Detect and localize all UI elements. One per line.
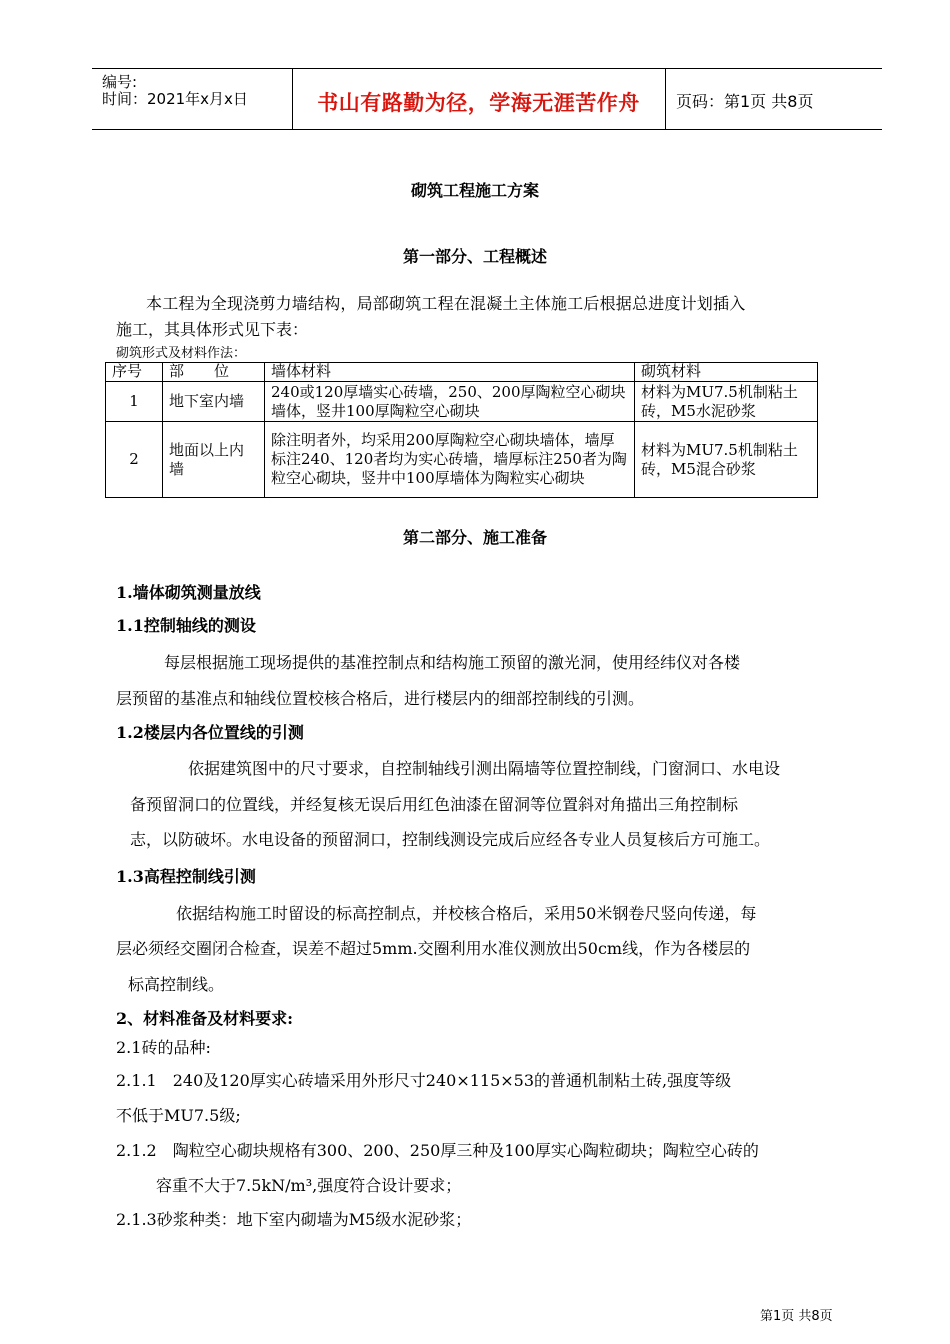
row1-part: 地下室内墙 (163, 382, 265, 422)
row1-material: 材料为MU7.5机制粘土砖，M5水泥砂浆 (635, 382, 818, 422)
section-1-2-line-2: 备预留洞口的位置线，并经复核无误后用红色油漆在留洞等位置斜对角描出三角控制标 (130, 795, 739, 814)
section-2-1-2-line-1: 2.1.2 陶粒空心砌块规格有300、200、250厚三种及100厚实心陶粒砌块；陶粒空心砖的 (116, 1141, 759, 1160)
section-1-2-heading: 1.2楼层内各位置线的引测 (116, 723, 304, 742)
page-header (92, 68, 882, 130)
header-right-cell (666, 69, 882, 129)
motto: 书山有路勤为径，学海无涯苦作舟 (317, 91, 640, 115)
header-cell-no: 序号 (106, 363, 163, 382)
section-2-1-1-line-2: 不低于MU7.5级; (116, 1106, 241, 1125)
row1-wall: 240或120厚墙实心砖墙，250、200厚陶粒空心砌块墙体，竖井100厚陶粒空心砌块 (265, 382, 635, 422)
table-header-row (106, 363, 818, 382)
section-1-2-line-1: 依据建筑图中的尺寸要求，自控制轴线引测出隔墙等位置控制线，门窗洞口、水电设 (188, 759, 781, 778)
section-1-1-line-1: 每层根据施工现场提供的基准控制点和结构施工预留的激光洞，使用经纬仪对各楼 (164, 653, 741, 672)
section-1-3-line-3: 标高控制线。 (128, 975, 225, 994)
intro-line-1: 本工程为全现浇剪力墙结构，局部砌筑工程在混凝土主体施工后根据总进度计划插入 (146, 294, 746, 313)
section-1-2-line-3: 志，以防破坏。水电设备的预留洞口，控制线测设完成后应经各专业人员复核后方可施工。 (130, 830, 771, 849)
section-1-1-heading: 1.1控制轴线的测设 (116, 616, 256, 635)
row2-part: 地面以上内墙 (163, 422, 265, 498)
section-2-1-3-line: 2.1.3砂浆种类：地下室内砌墙为M5级水泥砂浆； (116, 1210, 472, 1229)
table-row (106, 382, 818, 422)
intro-line-2: 施工，其具体形式见下表： (116, 320, 309, 339)
part2-heading: 第二部分、施工准备 (402, 528, 547, 547)
section-1-3-line-1: 依据结构施工时留设的标高控制点，并校核合格后，采用50米钢卷尺竖向传递，每 (176, 904, 757, 923)
row2-no: 2 (106, 422, 163, 498)
section-2-1-2-line-2: 容重不大于7.5kN/m³,强度符合设计要求； (156, 1176, 462, 1195)
time-label: 时间：2021年x月x日 (102, 90, 248, 108)
page-footer: 第1页 共8页 (760, 1309, 833, 1324)
code-label: 编号: (102, 73, 138, 91)
row1-no: 1 (106, 382, 163, 422)
row2-wall: 除注明者外，均采用200厚陶粒空心砌块墙体，墙厚标注240、120者均为实心砖墙，墙厚标注250者为陶粒空心砌块，竖井中100厚墙体为陶粒实心砌块 (265, 422, 635, 498)
section-1-1-line-2: 层预留的基准点和轴线位置校核合格后，进行楼层内的细部控制线的引测。 (116, 689, 645, 708)
section-1-3-line-2: 层必须经交圈闭合检查，误差不超过5mm.交圈利用水准仪测放出50cm线，作为各楼层的 (116, 939, 751, 958)
materials-table (105, 362, 818, 498)
row2-material: 材料为MU7.5机制粘土砖，M5混合砂浆 (635, 422, 818, 498)
table-caption: 砌筑形式及材料作法： (116, 346, 247, 361)
section-2-heading: 2、材料准备及材料要求: (116, 1009, 294, 1028)
header-middle-cell (292, 69, 666, 129)
table-row (106, 422, 818, 498)
header-cell-material: 砌筑材料 (635, 363, 818, 382)
section-2-1-heading: 2.1砖的品种: (116, 1038, 211, 1057)
header-left-cell (92, 69, 293, 129)
section-1-heading: 1.墙体砌筑测量放线 (116, 583, 261, 602)
header-cell-part: 部 位 (163, 363, 265, 382)
part1-heading: 第一部分、工程概述 (402, 247, 547, 266)
page-number-label: 页码：第1页 共8页 (676, 92, 814, 111)
header-cell-wall: 墙体材料 (265, 363, 635, 382)
section-1-3-heading: 1.3高程控制线引测 (116, 867, 256, 886)
document-title: 砌筑工程施工方案 (410, 181, 539, 200)
section-2-1-1-line-1: 2.1.1 240及120厚实心砖墙采用外形尺寸240×115×53的普通机制粘土砖,强度等级 (116, 1071, 732, 1090)
